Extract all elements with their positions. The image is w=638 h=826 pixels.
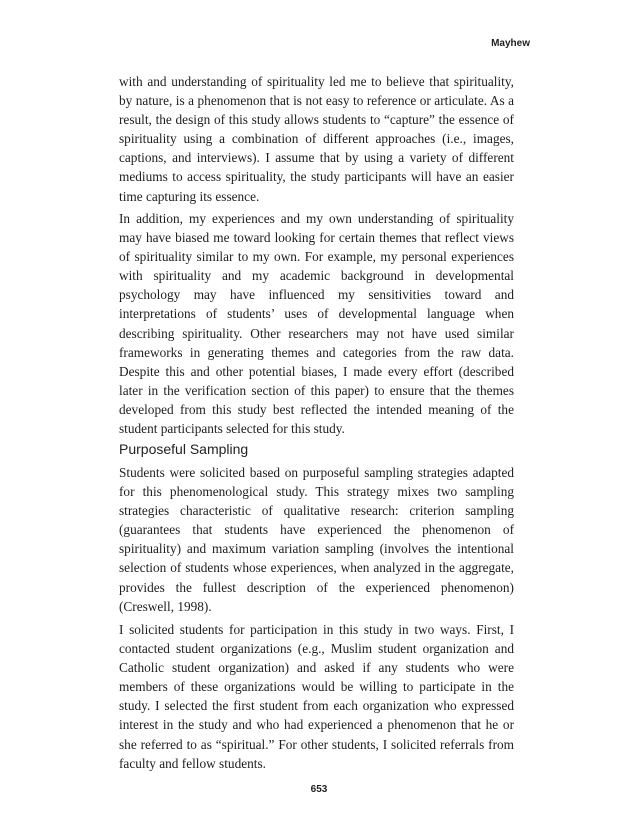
page-number: 653 bbox=[310, 784, 328, 795]
running-head: Mayhew bbox=[491, 38, 530, 49]
body-paragraph: with and understanding of spirituality led me to believe that spirituality, by nature, is a phenomenon that is not easy to reference or articulate. As a result, the design of this study allows students to “capture” the essence of spirituality using a combination of different approaches (i.e., images, captions, and interviews). I assume that by using a variety of different mediums to access spirituality, the study participants will have an easier time capturing its essence. bbox=[119, 74, 514, 204]
body-paragraph: I solicited students for participation in this study in two ways. First, I contacted student organizations (e.g., Muslim student organization and Catholic student organization) and asked if any students who were members of these organizations would be willing to participate in the study. I selected the first student from each organization who expressed interest in the study and who had experienced a phenomenon that he or she referred to as “spiritual.” For other students, I solicited referrals from faculty and fellow students. bbox=[119, 622, 514, 771]
body-paragraph: In addition, my experiences and my own understanding of spirituality may have biased me toward looking for certain themes that reflect views of spirituality similar to my own. For example, my personal experiences with spirituality and my academic background in developmental psychology may have influenced my sensitivities toward and interpretations of students’ uses of developmental language when describing spirituality. Other researchers may not have used similar frameworks in generating themes and categories from the raw data. Despite this and other potential biases, I made every effort (described later in the verification section of this paper) to ensure that the themes developed from this study best reflected the intended meaning of the student participants selected for this study. bbox=[119, 211, 514, 437]
section-heading: Purposeful Sampling bbox=[119, 441, 249, 457]
body-paragraph: Students were solicited based on purposeful sampling strategies adapted for this phenomenological study. This strategy mixes two sampling strategies characteristic of qualitative research: criterion sampling (guarantees that students have experienced the phenomenon of spirituality) and maximum variation sampling (involves the intentional selection of students whose experiences, when analyzed in the aggregate, provides the fullest description of the experienced phenomenon) (Creswell, 1998). bbox=[119, 465, 514, 614]
